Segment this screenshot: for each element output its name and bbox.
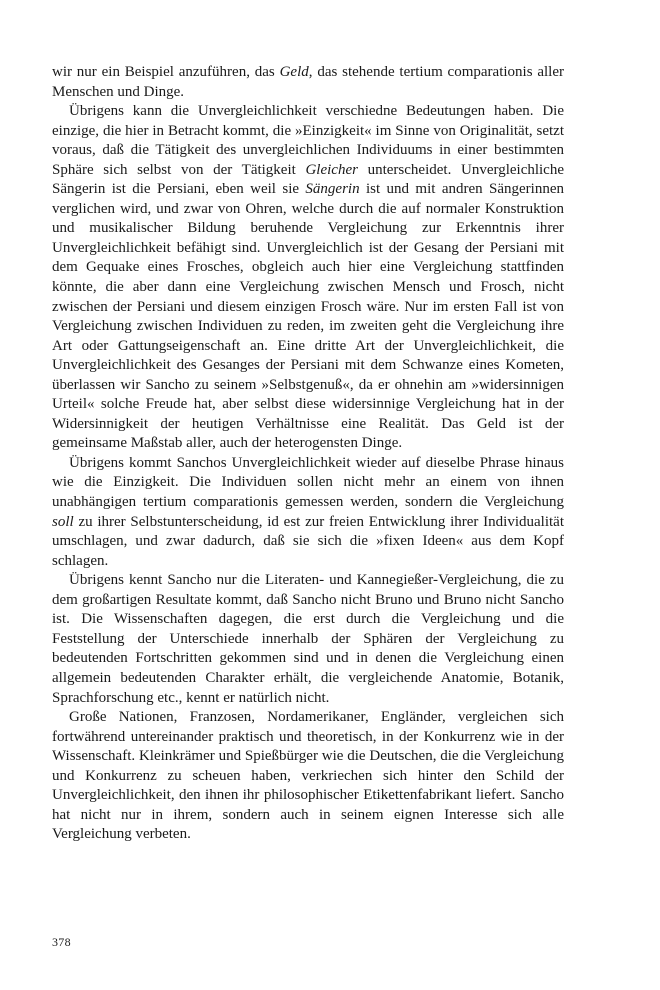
paragraph <box>52 63 564 102</box>
text-run: zu ihrer Selbstunterscheidung, id est zur freien Entwicklung ihrer Individualität umschlagen, und zwar dadurch, daß sie sich die »fixen Ideen« aus dem Kopf schlagen. <box>52 513 564 569</box>
text-run: Übrigens kommt Sanchos Unvergleichlichkeit wieder auf dieselbe Phrase hinaus wie die Einzigkeit. Die Individuen sollen nicht mehr an einem von ihnen unabhängigen tertium comparationis gemessen werden, sondern die Vergleichung <box>52 454 564 511</box>
italic-text-run: Sängerin <box>305 181 360 198</box>
page-number: 378 <box>52 935 71 949</box>
paragraph <box>52 708 564 845</box>
italic-text-run: Geld <box>279 64 309 80</box>
text-run: wir nur ein Beispiel anzuführen, das <box>52 64 280 80</box>
paragraph <box>52 571 564 708</box>
text-run: Übrigens kann die Unvergleichlichkeit verschiedne Bedeutungen haben. Die einzige, die hier in Betracht kommt, die »Einzigkeit« im Sinne von Originalität, setzt voraus, daß die Tätigkeit des unvergleichlichen Individuums in einer bestimmten Sphäre sich selbst von der Tätigkeit <box>52 103 564 178</box>
text-run: Große Nationen, Franzosen, Nordamerikaner, Engländer, vergleichen sich fortwährend untereinander praktisch und theoretisch, in der Konkurrenz wie in der Wissenschaft. Kleinkrämer und Spießbürger wie die Deutschen, die die Vergleichung und Konkurrenz zu scheuen haben, verkriechen sich hinter den Schild der Unvergleichlichkeit, den ihnen ihr philosophischer Etikettenfabrikant liefert. Sancho hat nicht nur in ihrem, sondern auch in seinem eignen Interesse sich alle Vergleichung verbeten. <box>52 709 564 843</box>
text-run: Übrigens kennt Sancho nur die Literaten- und Kannegießer-Vergleichung, die zu dem großartigen Resultate kommt, daß Sancho nicht Bruno und Bruno nicht Sancho ist. Die Wissenschaften dagegen, die erst durch die Vergleichung und die Feststellung der Unterschiede innerhalb der Sphären der Vergleichung zu bedeutenden Fortschritten gekommen sind und in denen die Vergleichung einen allgemein bedeutenden Charakter erhält, die vergleichende Anatomie, Botanik, Sprachforschung etc., kennt er natürlich nicht. <box>52 572 564 706</box>
italic-text-run: Gleicher <box>305 161 358 178</box>
paragraph <box>52 102 564 454</box>
paragraph <box>52 454 564 571</box>
italic-text-run: soll <box>52 513 74 530</box>
text-run: , das stehende tertium comparationis aller Menschen und Dinge. <box>52 64 564 100</box>
text-run: unterscheidet. Unvergleichliche Sängerin ist die Persiani, eben weil sie <box>52 161 565 198</box>
text-run: ist und mit andren Sängerinnen verglichen wird, und zwar von Ohren, welche durch die auf normaler Konstruktion und musikalischer Bildung beruhende Vergleichung zur Erkenntnis ihrer Unvergleichlichkeit befähigt sind. Unvergleichlich ist der Gesang der Persiani mit dem Gequake eines Frosches, obgleich auch hier eine Vergleichung stattfinden könnte, die aber dann eine Vergleichung zwischen Mensch und Frosch, nicht zwischen der Persiani und diesem einzigen Frosch wäre. Nur im ersten Fall ist von Vergleichung zwischen Individuen zu reden, im zweiten geht die Vergleichung ihre Art oder Gattungseigenschaft an. Eine dritte Art der Unvergleichlichkeit, die Unvergleichlichkeit des Gesanges der Persiani mit dem Schwanze eines Kometen, überlassen wir Sancho zu seinem »Selbstgenuß«, da er ohnehin am »widersinnigen Urteil« solche Freude hat, aber selbst diese widersinnige Vergleichung hat in der Widersinnigkeit der heutigen Verhältnisse eine Realität. Das Geld ist der gemeinsame Maßstab aller, auch der heterogensten Dinge. <box>52 181 564 452</box>
body-text <box>52 63 564 845</box>
